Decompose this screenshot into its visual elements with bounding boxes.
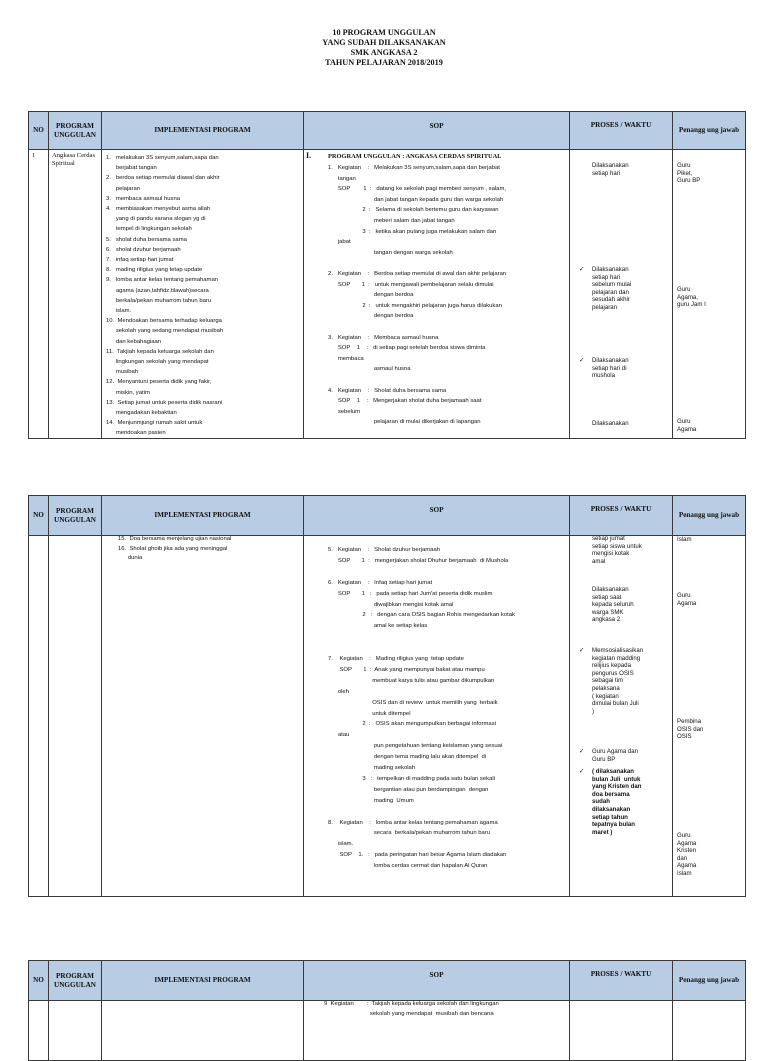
header-implementation: IMPLEMENTASI PROGRAM xyxy=(102,961,304,1001)
program-table-3 xyxy=(28,960,746,1061)
implementation-line: 2. berdoa setiap memulai diawal dan akhir xyxy=(106,175,220,182)
program-name-cell xyxy=(49,536,102,897)
sop-line: 1. Kegiatan : Melakukan 3S senyum,salam,sapa dan berjabat xyxy=(328,165,500,171)
sop-heading: PROGRAM UNGGULAN : ANGKASA CERDAS SPIRITUAL xyxy=(328,153,502,160)
sop-line: oleh xyxy=(328,688,349,695)
responsible-cell xyxy=(673,150,746,439)
header-responsible: Penangg ung jawab xyxy=(673,496,746,536)
responsible-cell xyxy=(673,536,746,897)
sop-line: SOP 1 : di setiap pagi setelah berdoa siswa diminta xyxy=(328,345,486,352)
title-line-1: 10 PROGRAM UNGGULAN xyxy=(332,28,436,37)
sop-line: jabat xyxy=(328,239,351,246)
sop-line: asmaul husna xyxy=(328,366,411,373)
implementation-line: mengadakan kebaktian xyxy=(106,410,177,416)
implementation-line: 16. Sholat ghoib jika ada yang meninggal xyxy=(118,545,228,552)
sop-line: SOP 1 : untuk mengawali pembelajaran selalu dimulai xyxy=(328,281,494,288)
check-icon: ✓ xyxy=(579,647,585,654)
process-cell xyxy=(570,1001,673,1061)
sop-line: pun pengetahuan tentang keislaman yang sesuai xyxy=(328,743,503,750)
header-sop: SOP xyxy=(304,112,570,150)
row-number: 1 xyxy=(32,152,36,159)
sop-line: dengan tema mading lalu akan ditempel di xyxy=(328,754,487,761)
implementation-line: 3. membaca asmaul husna xyxy=(106,195,180,202)
program-name-cell xyxy=(49,150,102,439)
process-cell xyxy=(570,536,673,897)
program-name-cell xyxy=(49,1001,102,1061)
process-text-1: Dilaksanakan setiap hari xyxy=(592,162,629,177)
sop-line: SOP 1 : datang ke sekolah pagi memberi senyum , salam, xyxy=(328,186,507,193)
process-text-3: Memsosialisasikan kegiatan madding relijius kepada pengurus OSIS sebagai tim pelaksana ( kegiatan dimulai bulan Juli ) xyxy=(592,647,644,715)
header-responsible: Penangg ung jawab xyxy=(673,112,746,150)
sop-line: mading sekolah xyxy=(328,765,416,771)
program-table-2 xyxy=(28,495,746,897)
responsible-text-1: Islam xyxy=(677,536,692,543)
implementation-line: mendoakan pasien xyxy=(106,430,166,437)
sop-line: dengan berdoa xyxy=(328,313,414,320)
sop-line: 2 : untuk mengakhiri pelajaran juga harus dilakukan xyxy=(328,302,502,309)
sop-line: SOP 1 : pada setiap hari Jum'at peserta didik muslim xyxy=(328,590,493,597)
implementation-line: pelajaran xyxy=(106,185,141,192)
sop-line: 9 Kegiatan : Takjiah kepada keluarga sekolah dan lingkungan xyxy=(324,1001,499,1007)
title-line-2: YANG SUDAH DILAKSANAKAN xyxy=(322,38,446,47)
header-sop: SOP xyxy=(304,961,570,1001)
responsible-text-2: Guru Agama xyxy=(677,592,697,607)
sop-line: dengan berdoa xyxy=(328,292,414,299)
implementation-line: berkala/pekan muharrom tahun baru xyxy=(106,297,212,304)
document-title xyxy=(0,28,768,68)
header-no: NO xyxy=(29,112,49,150)
check-icon: ✓ xyxy=(579,768,585,775)
responsible-text-2: Guru Agama, guru Jam I xyxy=(677,286,706,309)
implementation-line: 10. Mendoakan bersama terhadap keluarga xyxy=(106,318,222,325)
implementation-line: 11. Takjiah kepada keluarga sekolah dan xyxy=(106,348,214,355)
implementation-line: miskin, yatim xyxy=(106,389,150,396)
sop-line: 2 : Selama di sekolah bertemu guru dan karyawan xyxy=(328,207,499,214)
implementation-line: 12. Menyantuni peserta didik yang fakir, xyxy=(106,379,212,386)
sop-line: tangan dengan warga sekolah xyxy=(328,249,453,256)
implementation-cell xyxy=(102,150,304,439)
implementation-line: 4. membiasakan menyebut asma allah xyxy=(106,206,211,212)
sop-line: SOP 1. : pada peringatan hari besar Agama Islam diadakan xyxy=(328,852,507,859)
implementation-line: 8. mading riligius yang tetap update xyxy=(106,267,203,274)
process-text-2: Dilaksanakan setiap saat kepada seluruh warga SMK angkasa 2 xyxy=(592,586,634,624)
sop-line: 8. Kegiatan : lomba antar kelas tentang pemahaman agama xyxy=(328,819,498,826)
sop-line: membaca xyxy=(328,355,364,362)
process-text-5: ( dilaksanakan bulan Juli untuk yang Kristen dan doa bersama sudah dilaksanakan setiap tahun tepatnya bulan maret ) xyxy=(592,768,642,836)
implementation-line: agama (azan,tahfidz,tilawah)secara xyxy=(106,287,209,294)
title-line-3: SMK ANGKASA 2 xyxy=(350,48,418,57)
sop-line: 6. Kegiatan : Infaq setiap hari jumat xyxy=(328,579,433,586)
process-text-3: Dilaksanakan setiap hari di mushola xyxy=(592,357,629,380)
program-table-1 xyxy=(28,111,746,439)
header-no: NO xyxy=(29,496,49,536)
sop-line: sebelum xyxy=(328,408,361,415)
implementation-line: 1. melakukan 3S senyum,salam,sapa dan xyxy=(106,155,219,161)
row-number-cell xyxy=(29,1001,49,1061)
sop-line: 2 : dengan cara OSIS bagian Rohis mengedarkan kotak xyxy=(328,612,515,619)
header-responsible: Penangg ung jawab xyxy=(673,961,746,1001)
header-process-time: PROSES / WAKTU xyxy=(570,496,673,536)
sop-line: 3 : tempelkan di madding pada satu bulan sekali xyxy=(328,775,495,782)
check-icon: ✓ xyxy=(579,748,585,755)
sop-line: 3 : ketika akan pulang juga melakukan salam dan xyxy=(328,228,497,235)
sop-line: secara berkala/pekan muharrom tahun baru xyxy=(328,830,491,837)
process-text-4: Dilaksanakan xyxy=(592,420,629,427)
implementation-line: 5. sholat duha bersama sama xyxy=(106,236,187,243)
sop-line: bergantian atau pun berdampingan dengan xyxy=(328,786,489,793)
sop-cell xyxy=(304,1001,570,1061)
sop-line: atau xyxy=(328,732,350,739)
header-program: PROGRAM UNGGULAN xyxy=(49,961,102,1001)
sop-line: OSIS dan di review untuk memilih yang terbaik xyxy=(328,699,498,706)
row-number-cell xyxy=(29,150,49,439)
implementation-line: dunia xyxy=(118,555,143,562)
header-no: NO xyxy=(29,961,49,1001)
header-program: PROGRAM UNGGULAN xyxy=(49,112,102,150)
sop-line: lomba cerdas cermat dan hapalan Al Quran xyxy=(328,863,488,870)
implementation-line: 13. Setiap jumat untuk peserta didik nasrani xyxy=(106,399,223,406)
sop-roman-numeral: I. xyxy=(306,151,312,160)
sop-line: 5. Kegiatan : Sholat dzuhur berjamaah xyxy=(328,547,440,553)
responsible-text-4: Guru Agama Kristen dan Agama Islam xyxy=(677,832,697,877)
responsible-text-3: Pembina OSIS dan OSIS xyxy=(677,718,704,741)
sop-line: diwajibkan mengisi kotak amal xyxy=(328,601,454,608)
check-icon: ✓ xyxy=(579,266,585,273)
sop-line: sekolah yang mendapat musibah dan bencana xyxy=(324,1010,494,1017)
implementation-cell xyxy=(102,536,304,897)
implementation-line: berjabat tangan xyxy=(106,165,157,172)
responsible-text-1: Guru Piket, Guru BP xyxy=(677,162,701,185)
responsible-cell xyxy=(673,1001,746,1061)
sop-line: 2. Kegiatan : Berdoa setiap memulai di awal dan akhir pelajaran xyxy=(328,271,507,277)
sop-line: 2 : OSIS akan mengumpulkan berbagai informasi xyxy=(328,721,496,728)
row-number-cell xyxy=(29,536,49,897)
implementation-line: 14. Menjunmjungi rumah sakit untuk xyxy=(106,420,203,427)
process-text-1: setiap jumat setiap siswa untuk mengisi kotak amal xyxy=(592,535,642,565)
implementation-line: yang di pandu sarana slogan yg di xyxy=(106,216,206,223)
sop-line: untuk ditempel xyxy=(328,710,411,717)
sop-line: meberi salam dan jabat tangan xyxy=(328,218,455,224)
sop-line: membuat karya tulis atau gambar dikumpulkan xyxy=(328,677,495,684)
process-text-4: Guru Agama dan Guru BP xyxy=(592,748,639,763)
sop-cell xyxy=(304,150,570,439)
header-process-time: PROSES / WAKTU xyxy=(570,112,673,150)
implementation-line: 6. sholat dzuhur berjamaah xyxy=(106,246,181,253)
header-sop: SOP xyxy=(304,496,570,536)
sop-line: SOP 1 : Anak yang mempunyai bakat atau mampu xyxy=(328,666,485,673)
implementation-cell xyxy=(102,1001,304,1061)
process-text-2: Dilaksanakan setiap hari sebelum mulai pelajaran dan sesudah akhir pelajaran xyxy=(592,266,632,311)
sop-line: mading Umum xyxy=(328,797,414,804)
implementation-line: 7. infaq setiap hari jumat xyxy=(106,257,174,263)
sop-line: tangan xyxy=(328,175,356,182)
check-icon: ✓ xyxy=(579,357,585,364)
title-line-4: TAHUN PELAJARAN 2018/2019 xyxy=(325,58,443,67)
implementation-line: dan kebahagiaan xyxy=(106,338,162,345)
sop-line: SOP 1 : mengerjakan sholat Dhuhur berjamaah di Mushola xyxy=(328,557,509,564)
header-implementation: IMPLEMENTASI PROGRAM xyxy=(102,496,304,536)
implementation-line: islam. xyxy=(106,308,132,314)
sop-line: pelajaran di mulai dikerjakan di lapangan xyxy=(328,419,481,426)
sop-line: dan jabat tangan kepada guru dan warga sekolah xyxy=(328,196,504,203)
implementation-line: tempel di lingkungan sekolah xyxy=(106,226,192,233)
sop-line: 7. Kegiatan : Mading riligius yang tetap update xyxy=(328,656,464,662)
responsible-text-3: Guru Agama xyxy=(677,418,697,433)
implementation-line: 15. Doa bersama menjelang ujian nasional xyxy=(118,536,232,542)
implementation-line: sekolah yang sedang mendapat musibah xyxy=(106,328,224,335)
implementation-line: 9. lomba antar kelas tentang pemahaman xyxy=(106,277,218,284)
header-program: PROGRAM UNGGULAN xyxy=(49,496,102,536)
program-name: Angkasa Cerdas Spiritual xyxy=(52,152,96,167)
sop-line: 3. Kegiatan : Membaca asmaul husna xyxy=(328,334,439,341)
header-implementation: IMPLEMENTASI PROGRAM xyxy=(102,112,304,150)
implementation-line: lingkungan sekolah yang mendapat xyxy=(106,359,209,365)
header-process-time: PROSES / WAKTU xyxy=(570,961,673,1001)
sop-line: amal ke setiap kelas xyxy=(328,623,428,630)
sop-cell xyxy=(304,536,570,897)
implementation-line: musibah xyxy=(106,369,139,376)
sop-line: islam. xyxy=(328,841,354,848)
sop-line: SOP 1 : Mengerjakan sholat duha berjamaah saat xyxy=(328,398,482,405)
process-cell xyxy=(570,150,673,439)
sop-line: 4. Kegiatan : Sholat duha bersama sama xyxy=(328,387,447,394)
